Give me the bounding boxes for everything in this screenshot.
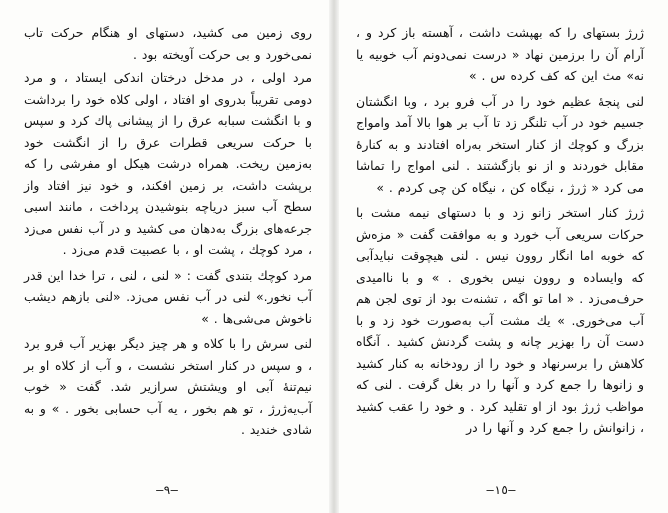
left-paragraph-1: روی زمین می کشید، دستهای او هنگام حرکت تاب نمی‌خورد و بی حرکت آویخته بود . — [24, 25, 312, 62]
right-paragraph-3: ژرژ کنار استخر زانو زد و با دستهای نیمه مشت با حرکات سریعی آب خورد و به موافقت گفت « مزه‌ش که خوبه اما انگار روون نیس . لنی هیچوقت نبایدآبی که وایساده و روون نیس بخوری . » و با ناامیدی حرف‌می‌زد . « اما تو اگه ، تشنه‌ت بود از توی لجن هم آب می‌خوری. » یك مشت آب به‌صورت خود زد و با دست آن را بهزیر چانه و پشت گردنش کشید . آنگاه کلاهش را برسرنهاد و خود را از رودخانه به کنار کشید و زانوها را جمع کرد و آنها را در بغل گرفت . لنی که مواظب ژرژ بود از او تقلید کرد . و خود را عقب کشید ، زانوانش را جمع کرد و آنها را در — [356, 205, 644, 435]
right-paragraph-2: لنی پنجهٔ عظیم خود را در آب فرو برد ، وبا انگشتان جسیم خود در آب تلنگر زد تا آب بر هوا بالا آمد وامواج بزرگ و کوچك از کنار استخر به‌راه افتادند و به کنارهٔ مقابل خوردند و از نو بازگشتند . لنی امواج را تماشا می کرد « ژرژ ، نیگاه کن ، نیگاه کن چی کردم . » — [356, 93, 644, 195]
right-page — [334, 0, 668, 513]
right-paragraph-1: ژرژ بستهای را که بهپشت داشت ، آهسته باز کرد و ، آرام آن را برزمین نهاد « درست نمی‌دونم آب خوبیه یا نه» مث این که کف کرده س . » — [356, 25, 644, 83]
right-page-number: —١٥— — [486, 483, 516, 497]
left-paragraph-2: مرد اولی ، در مدخل درختان اندکی ایستاد ، و مرد دومی تقریباً بدروی او افتاد ، اولی کلاه خود را برداشت و با انگشت سبابه عرق را از پیشانی پاك کرد و سپس با حرکت سریعی قطرات عرق را از انگشت خود به‌زمین ریخت. همراه درشت هیکل او مفرشی را که برپشت داشت، بر زمین افکند، و خود نیز افتاد واز سطح آب سبز دریاچه بنوشیدن پرداخت ، مانند اسبی جرعه‌های بزرگ به‌دهان می کشید و در آب نفس می‌زد ، مرد کوچك ، پشت او ، با عصبیت قدم می‌زد . — [24, 70, 312, 257]
left-page-number: —٩— — [156, 483, 178, 497]
left-paragraph-4: لنی سرش را با کلاه و هر چیز دیگر بهزیر آب فرو برد ، و سپس در کنار استخر نشست ، و آب از کلاه او بر نیم‌تنهٔ آبی او ویشتش سرازیر شد. گفت « خوب آب‌یه‌ژرژ ، تو هم بخور ، یه آب حسابی بخور . » و به شادی خندید . — [24, 336, 312, 437]
left-paragraph-3: مرد کوچك بتندی گفت : « لنی ، لنی ، ترا خدا این قدر آب نخور.» لنی در آب نفس می‌زد. «لنی بازهم دیشب ناخوش می‌شی‌ها . » — [24, 267, 312, 326]
